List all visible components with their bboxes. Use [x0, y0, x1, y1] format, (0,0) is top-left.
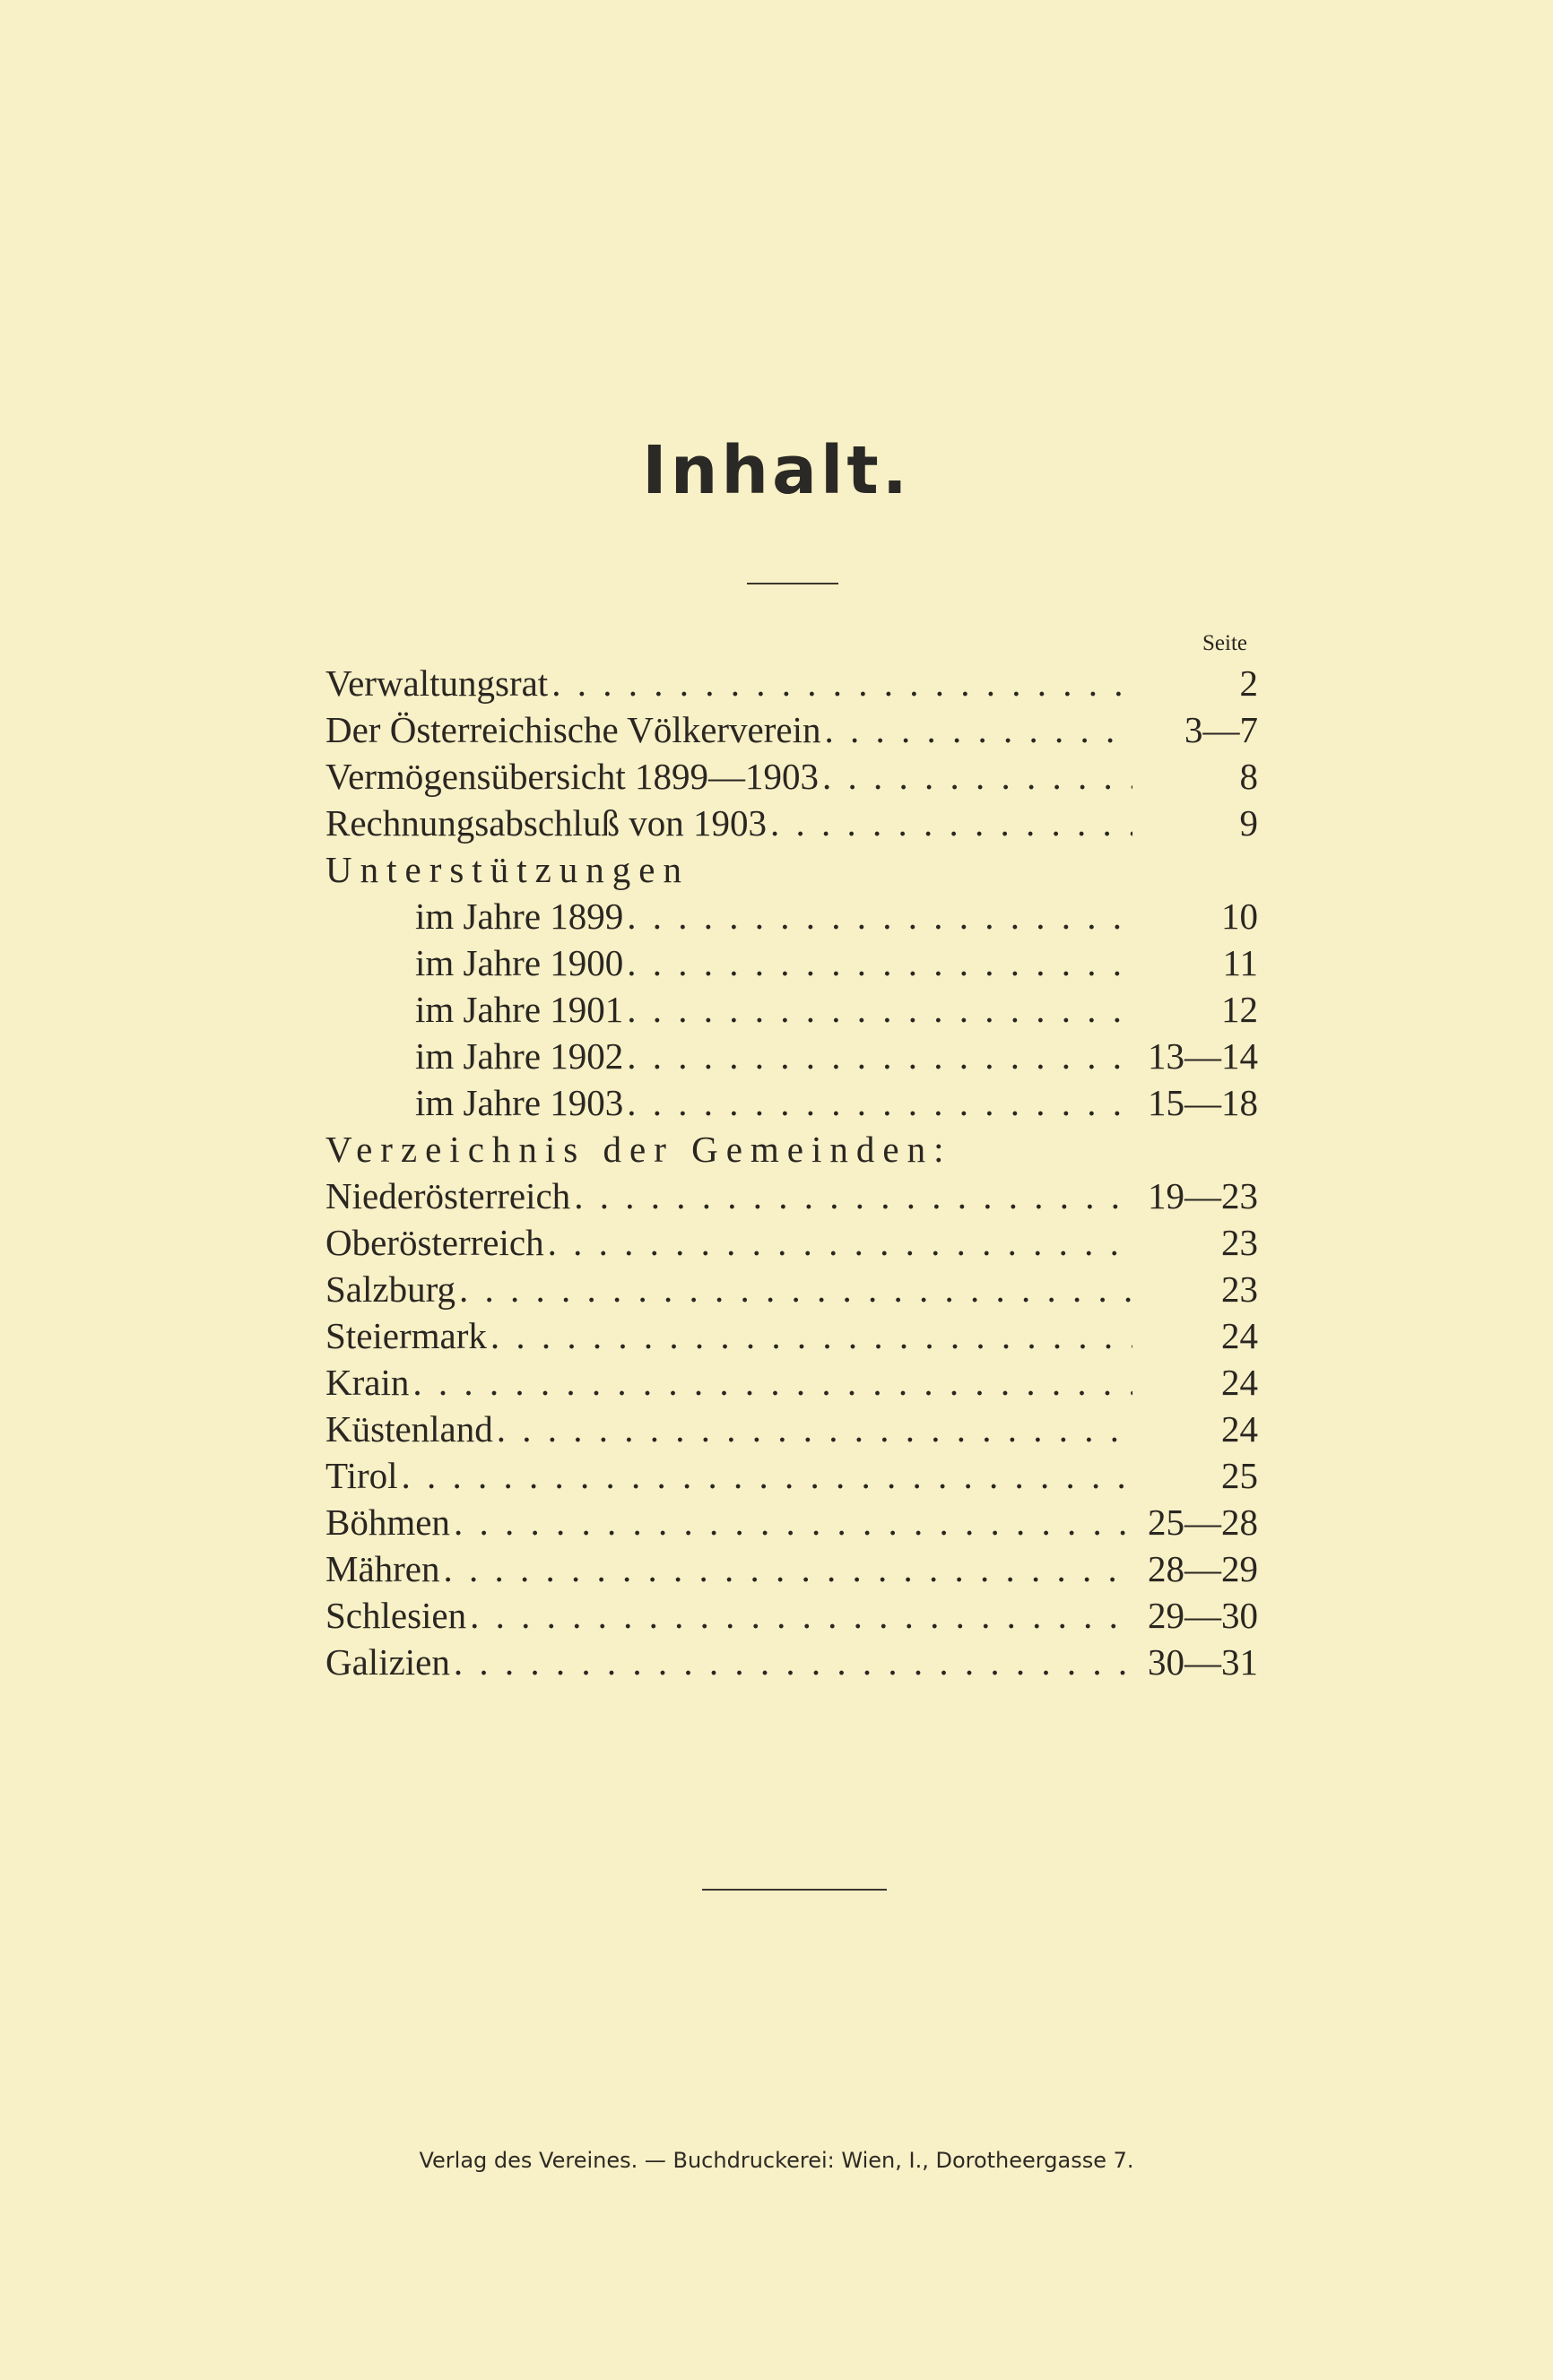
toc-entry: [325, 1173, 1258, 1219]
toc-entry-page: 8: [1239, 756, 1258, 797]
toc-entry-page: 11: [1222, 942, 1258, 983]
toc-entry-label: im Jahre 1899: [415, 896, 624, 937]
toc-entry: [325, 893, 1258, 939]
toc-entry-label: im Jahre 1903: [415, 1082, 624, 1123]
leader-dots: [455, 1266, 1132, 1312]
toc-entry: [325, 1219, 1258, 1266]
toc-entry-label: im Jahre 1900: [415, 942, 624, 983]
toc-entry-label: Tirol: [325, 1455, 398, 1496]
toc-entry-label: im Jahre 1902: [415, 1035, 624, 1077]
toc-entry-page: 15—18: [1148, 1082, 1258, 1123]
toc-entry-page: 12: [1221, 989, 1258, 1030]
leader-dots: [548, 660, 1132, 706]
toc-entry-label: Salzburg: [325, 1268, 456, 1310]
toc-entry-page: 13—14: [1148, 1035, 1258, 1077]
toc-entry-page: 25—28: [1148, 1502, 1258, 1543]
leader-dots: [493, 1406, 1132, 1452]
toc-entry: [325, 939, 1258, 986]
toc-entry-label: Küstenland: [325, 1408, 493, 1450]
toc-entry: [325, 1359, 1258, 1406]
imprint-line: Verlag des Vereines. — Buchdruckerei: Wien, I., Dorotheergasse 7.: [419, 2148, 1134, 2173]
toc-entry-page: 29—30: [1148, 1595, 1258, 1636]
toc-entry-label: Rechnungsabschluß von 1903: [325, 802, 767, 844]
toc-entry: [325, 1033, 1258, 1079]
page-column-header: Seite: [1202, 631, 1247, 655]
leader-dots: [409, 1359, 1132, 1406]
toc-entry: [325, 1452, 1258, 1499]
toc-entry-label: Niederösterreich: [325, 1175, 571, 1216]
toc-entry-page: 9: [1239, 802, 1258, 844]
toc-entry: [325, 1545, 1258, 1592]
leader-dots: [466, 1592, 1132, 1639]
leader-dots: [767, 800, 1132, 846]
leader-dots: [450, 1499, 1132, 1545]
toc-entry: [325, 1266, 1258, 1312]
toc-entry: [325, 1499, 1258, 1545]
toc-entry-label: Krain: [325, 1362, 410, 1403]
toc-entry-label: Verwaltungsrat: [325, 662, 549, 704]
toc-entry-label: Oberösterreich: [325, 1222, 544, 1263]
toc-entry-label: Mähren: [325, 1548, 440, 1589]
toc-entry-page: 24: [1221, 1362, 1258, 1403]
leader-dots: [487, 1312, 1132, 1359]
toc-entry-label: im Jahre 1901: [415, 989, 624, 1030]
leader-dots: [623, 893, 1132, 939]
toc-entry-label: Galizien: [325, 1641, 450, 1683]
page-title: Inhalt.: [642, 432, 911, 509]
toc-entry: [325, 706, 1258, 753]
toc-entry-label: Böhmen: [325, 1502, 450, 1543]
toc-entry: [325, 1312, 1258, 1359]
toc-entry-page: 2: [1239, 662, 1258, 704]
leader-dots: [398, 1452, 1132, 1499]
toc-entry-page: 30—31: [1148, 1641, 1258, 1683]
leader-dots: [570, 1173, 1132, 1219]
section-heading-gemeinden: Verzeichnis der Gemeinden:: [325, 1129, 952, 1170]
leader-dots: [544, 1219, 1132, 1266]
leader-dots: [819, 753, 1132, 800]
leader-dots: [450, 1639, 1132, 1685]
leader-dots: [623, 1079, 1132, 1126]
toc-entry-page: 23: [1221, 1268, 1258, 1310]
toc-entry: [325, 1592, 1258, 1639]
toc-entry: [325, 1079, 1258, 1126]
section-heading-unterstuetzungen: Unterstützungen: [325, 849, 690, 890]
toc-entry-page: 28—29: [1148, 1548, 1258, 1589]
toc-entry: [325, 986, 1258, 1033]
leader-dots: [623, 986, 1132, 1033]
toc-entry-page: 25: [1221, 1455, 1258, 1496]
footer-divider: [702, 1889, 887, 1891]
toc-entry-label: Steiermark: [325, 1315, 487, 1356]
toc-entry-label: Schlesien: [325, 1595, 467, 1636]
leader-dots: [821, 706, 1133, 753]
toc-entry: [325, 660, 1258, 706]
leader-dots: [623, 1033, 1132, 1079]
toc-entry-page: 3—7: [1184, 709, 1258, 750]
toc-entry-page: 19—23: [1148, 1175, 1258, 1216]
leader-dots: [623, 939, 1132, 986]
toc-entry: [325, 800, 1258, 846]
toc-entry: [325, 1639, 1258, 1685]
toc-entry-page: 23: [1221, 1222, 1258, 1263]
toc-entry-label: Vermögensübersicht 1899—1903: [325, 756, 819, 797]
title-divider: [747, 583, 838, 584]
toc-entry-label: Der Österreichische Völkerverein: [325, 709, 821, 750]
toc-entry: [325, 753, 1258, 800]
toc-entry-page: 24: [1221, 1315, 1258, 1356]
toc-entry-page: 10: [1221, 896, 1258, 937]
table-of-contents: [325, 627, 1258, 1685]
toc-entry-page: 24: [1221, 1408, 1258, 1450]
leader-dots: [440, 1545, 1132, 1592]
toc-entry: [325, 1406, 1258, 1452]
